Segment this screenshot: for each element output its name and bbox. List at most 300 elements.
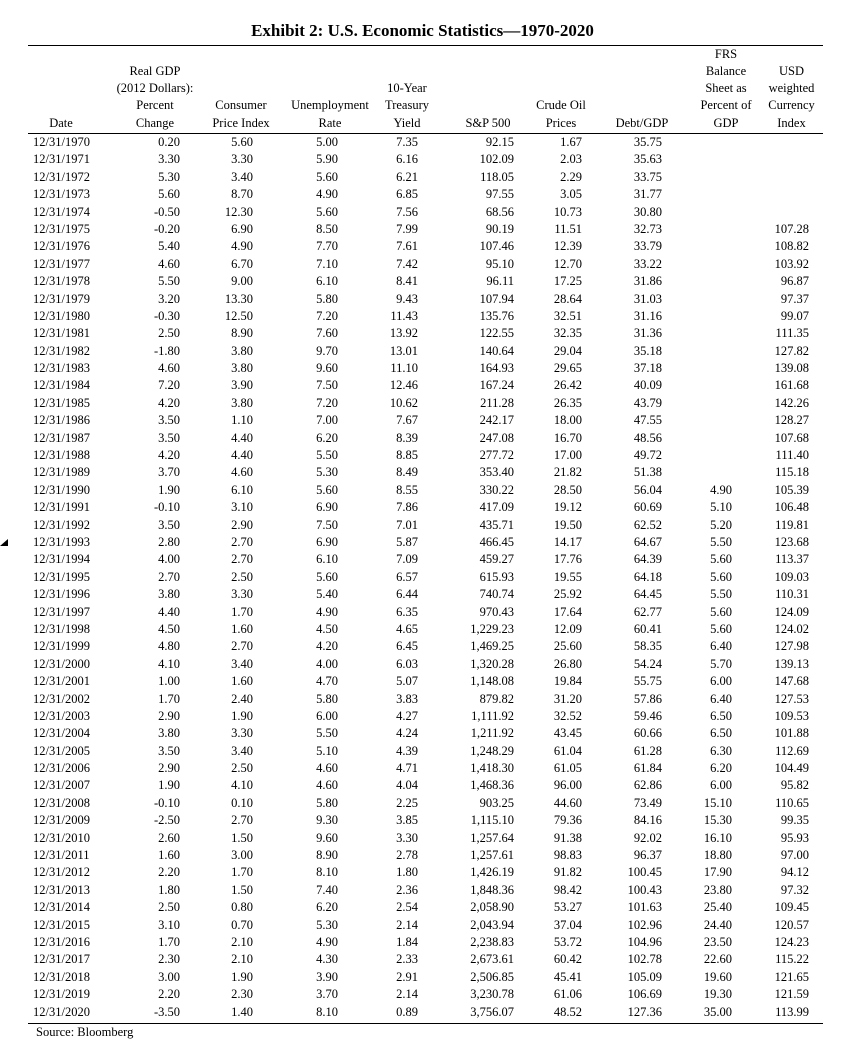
cell-frs: 6.20 (710, 761, 732, 776)
cell-unemp: 6.10 (316, 552, 338, 567)
cell-sp: 970.43 (479, 604, 514, 619)
cell-cpi: 5.60 (231, 135, 253, 149)
cell-yield: 6.16 (396, 152, 418, 167)
cell-date: 12/31/1997 (33, 604, 90, 619)
cell-sp: 435.71 (479, 517, 514, 532)
cell-cpi: 2.50 (231, 569, 253, 584)
cell-frs: 35.00 (703, 1004, 732, 1019)
cell-usd: 99.07 (780, 308, 809, 323)
cell-debt: 64.45 (633, 587, 662, 602)
cell-debt: 61.28 (633, 743, 662, 758)
cell-unemp: 5.50 (316, 448, 338, 463)
cell-frs: 19.30 (703, 987, 732, 1002)
cell-gdp: 2.70 (158, 569, 180, 584)
table-row (0, 673, 845, 690)
cell-oil: 11.51 (554, 221, 582, 236)
cell-debt: 100.45 (627, 865, 662, 880)
cell-usd: 124.09 (774, 604, 809, 619)
cell-yield: 3.30 (396, 830, 418, 845)
cell-debt: 51.38 (633, 465, 662, 480)
cell-date: 12/31/2016 (33, 934, 90, 949)
cell-gdp: 4.20 (158, 448, 180, 463)
cell-cpi: 4.40 (231, 430, 253, 445)
cell-oil: 91.82 (553, 865, 582, 880)
cell-oil: 18.00 (553, 413, 582, 428)
cell-debt: 60.41 (633, 621, 662, 636)
exhibit-title: Exhibit 2: U.S. Economic Statistics—1970-2020 (251, 21, 594, 40)
cell-gdp: 2.90 (158, 761, 180, 776)
cell-cpi: 1.90 (231, 708, 253, 723)
cell-debt: 33.75 (633, 169, 662, 184)
table-row (0, 151, 845, 168)
cell-usd: 115.22 (775, 952, 809, 967)
cell-frs: 5.60 (710, 604, 732, 619)
cell-cpi: 3.80 (231, 343, 253, 358)
cell-date: 12/31/2008 (33, 795, 90, 810)
cell-usd: 115.18 (775, 465, 809, 480)
cell-yield: 2.78 (396, 848, 418, 863)
cell-cpi: 3.00 (231, 848, 253, 863)
cell-frs: 6.00 (710, 674, 732, 689)
cell-cpi: 0.70 (231, 917, 253, 932)
table-row (0, 847, 845, 864)
cell-debt: 33.22 (633, 256, 662, 271)
cell-date: 12/31/1976 (33, 239, 90, 254)
cell-frs: 5.70 (710, 656, 732, 671)
cell-unemp: 5.90 (316, 152, 338, 167)
cell-cpi: 3.30 (231, 587, 253, 602)
cell-cpi: 1.10 (231, 413, 253, 428)
cell-date: 12/31/1982 (33, 343, 90, 358)
cell-cpi: 2.70 (231, 639, 253, 654)
cell-debt: 48.56 (633, 430, 662, 445)
cell-gdp: -0.10 (153, 795, 180, 810)
cell-sp: 879.82 (479, 691, 514, 706)
table-row (0, 464, 845, 481)
cell-cpi: 4.90 (231, 239, 253, 254)
cell-oil: 96.00 (553, 778, 582, 793)
cell-yield: 2.91 (396, 969, 418, 984)
cell-usd: 119.81 (775, 517, 809, 532)
cell-cpi: 3.40 (231, 743, 253, 758)
cell-date: 12/31/1978 (33, 274, 90, 289)
cell-usd: 97.32 (780, 882, 809, 897)
cell-sp: 466.45 (479, 534, 514, 549)
cell-unemp: 9.60 (316, 830, 338, 845)
cell-debt: 64.18 (633, 569, 662, 584)
cell-debt: 96.37 (633, 848, 662, 863)
cell-debt: 64.67 (633, 534, 662, 549)
cell-debt: 127.36 (627, 1004, 662, 1019)
column-header-label: Date (49, 115, 73, 130)
cell-gdp: 7.20 (158, 378, 180, 393)
cell-yield: 4.71 (396, 761, 418, 776)
cell-debt: 33.79 (633, 239, 662, 254)
cell-yield: 8.39 (396, 430, 418, 445)
cell-sp: 740.74 (479, 587, 514, 602)
table-row (0, 708, 845, 725)
cell-unemp: 7.60 (316, 326, 338, 341)
cell-gdp: 5.60 (158, 187, 180, 202)
cell-yield: 6.85 (396, 187, 418, 202)
table-row (0, 360, 845, 377)
table-row (0, 986, 845, 1003)
cell-yield: 7.67 (396, 413, 418, 428)
cell-debt: 30.80 (633, 204, 662, 219)
cell-unemp: 3.70 (316, 987, 338, 1002)
cell-usd: 110.65 (775, 795, 809, 810)
cell-cpi: 12.50 (224, 308, 253, 323)
cell-oil: 26.42 (553, 378, 582, 393)
cell-oil: 12.09 (553, 621, 582, 636)
cell-gdp: 2.50 (158, 326, 180, 341)
cell-gdp: 3.50 (158, 743, 180, 758)
cell-yield: 13.92 (389, 326, 418, 341)
cell-frs: 4.90 (710, 482, 732, 497)
cell-usd: 97.00 (780, 848, 809, 863)
cell-sp: 92.15 (485, 135, 514, 149)
cell-date: 12/31/2018 (33, 969, 90, 984)
cell-unemp: 6.00 (316, 708, 338, 723)
cell-debt: 35.18 (633, 343, 662, 358)
cell-date: 12/31/2009 (33, 813, 90, 828)
cell-usd: 103.92 (774, 256, 809, 271)
cell-sp: 2,043.94 (470, 917, 514, 932)
cell-sp: 96.11 (486, 274, 514, 289)
cell-debt: 37.18 (633, 361, 662, 376)
cell-sp: 95.10 (485, 256, 514, 271)
table-row (0, 743, 845, 760)
cell-usd: 107.28 (774, 221, 809, 236)
cell-yield: 11.10 (390, 361, 418, 376)
cell-unemp: 5.50 (316, 726, 338, 741)
cell-usd: 111.35 (775, 326, 809, 341)
table-row (0, 204, 845, 221)
cell-cpi: 2.30 (231, 987, 253, 1002)
cell-unemp: 5.80 (316, 291, 338, 306)
cell-gdp: -0.30 (153, 308, 180, 323)
cell-debt: 56.04 (633, 482, 662, 497)
cell-sp: 615.93 (479, 569, 514, 584)
cell-date: 12/31/2004 (33, 726, 90, 741)
cell-sp: 1,426.19 (470, 865, 514, 880)
cell-oil: 26.80 (553, 656, 582, 671)
cell-oil: 26.35 (553, 395, 582, 410)
cell-unemp: 5.60 (316, 169, 338, 184)
cell-gdp: 5.40 (158, 239, 180, 254)
cell-date: 12/31/1971 (33, 152, 90, 167)
cell-debt: 101.63 (627, 900, 662, 915)
cell-sp: 122.55 (479, 326, 514, 341)
cell-frs: 5.60 (710, 569, 732, 584)
cell-cpi: 0.80 (231, 900, 253, 915)
cell-sp: 1,248.29 (470, 743, 514, 758)
cell-frs: 6.50 (710, 708, 732, 723)
cell-date: 12/31/1998 (33, 621, 90, 636)
column-header-label: Real GDP (2012 Dollars): Percent Change (116, 63, 194, 130)
column-header-label: Debt/GDP (615, 115, 669, 130)
cell-date: 12/31/1977 (33, 256, 90, 271)
cell-cpi: 6.10 (231, 482, 253, 497)
table-row (0, 656, 845, 673)
cell-cpi: 2.70 (231, 813, 253, 828)
cell-debt: 58.35 (633, 639, 662, 654)
cell-yield: 5.07 (396, 674, 418, 689)
column-header-gdp (110, 46, 200, 132)
cell-unemp: 7.50 (316, 378, 338, 393)
cell-unemp: 4.70 (316, 674, 338, 689)
cell-gdp: 3.70 (158, 465, 180, 480)
cell-sp: 118.05 (480, 169, 514, 184)
cell-gdp: 4.60 (158, 256, 180, 271)
cell-debt: 102.96 (627, 917, 662, 932)
cell-oil: 2.29 (560, 169, 582, 184)
cell-cpi: 8.70 (231, 187, 253, 202)
cell-unemp: 4.90 (316, 187, 338, 202)
cell-cpi: 1.40 (231, 1004, 253, 1019)
table-row (0, 134, 845, 151)
table-row (0, 725, 845, 742)
cell-frs: 6.00 (710, 778, 732, 793)
cell-gdp: -2.50 (153, 813, 180, 828)
cell-debt: 57.86 (633, 691, 662, 706)
cell-debt: 47.55 (633, 413, 662, 428)
cell-date: 12/31/1993 (33, 534, 90, 549)
cell-usd: 107.68 (774, 430, 809, 445)
cell-frs: 5.10 (710, 500, 732, 515)
cell-gdp: 3.50 (158, 430, 180, 445)
cell-sp: 353.40 (479, 465, 514, 480)
cell-date: 12/31/1986 (33, 413, 90, 428)
cell-gdp: 2.20 (158, 865, 180, 880)
cell-debt: 64.39 (633, 552, 662, 567)
cell-sp: 107.46 (479, 239, 514, 254)
cell-yield: 7.35 (396, 135, 418, 149)
cell-yield: 6.44 (396, 587, 418, 602)
cell-cpi: 1.90 (231, 969, 253, 984)
cell-cpi: 2.10 (231, 952, 253, 967)
table-row (0, 864, 845, 881)
cell-unemp: 5.60 (316, 482, 338, 497)
cell-cpi: 9.00 (231, 274, 253, 289)
cell-date: 12/31/1988 (33, 448, 90, 463)
cell-usd: 96.87 (780, 274, 809, 289)
table-row (0, 256, 845, 273)
cell-sp: 2,673.61 (470, 952, 514, 967)
table-row (0, 969, 845, 986)
cell-cpi: 3.80 (231, 361, 253, 376)
cell-gdp: 2.80 (158, 534, 180, 549)
cell-unemp: 6.90 (316, 534, 338, 549)
cell-oil: 19.55 (553, 569, 582, 584)
cell-frs: 25.40 (703, 900, 732, 915)
table-row (0, 777, 845, 794)
cell-gdp: 2.30 (158, 952, 180, 967)
cell-usd: 113.99 (775, 1004, 809, 1019)
cell-sp: 2,506.85 (470, 969, 514, 984)
cell-yield: 7.01 (396, 517, 418, 532)
cell-date: 12/31/2019 (33, 987, 90, 1002)
table-row (0, 412, 845, 429)
cell-usd: 127.82 (774, 343, 809, 358)
column-header-label: Consumer Price Index (212, 98, 270, 130)
cell-oil: 29.65 (553, 361, 582, 376)
cell-debt: 62.77 (633, 604, 662, 619)
cell-sp: 1,257.61 (470, 848, 514, 863)
cell-gdp: 3.30 (158, 152, 180, 167)
cell-frs: 17.90 (703, 865, 732, 880)
column-header-oil (530, 46, 592, 132)
cell-oil: 19.84 (553, 674, 582, 689)
cell-gdp: 3.10 (158, 917, 180, 932)
cell-oil: 3.05 (560, 187, 582, 202)
cell-usd: 104.49 (774, 761, 809, 776)
cell-cpi: 12.30 (224, 204, 253, 219)
cell-cpi: 6.70 (231, 256, 253, 271)
cell-gdp: 2.20 (158, 987, 180, 1002)
table-row (0, 308, 845, 325)
cell-oil: 91.38 (553, 830, 582, 845)
cell-sp: 277.72 (479, 448, 514, 463)
cell-debt: 73.49 (633, 795, 662, 810)
table-row (0, 273, 845, 290)
cell-gdp: 0.20 (158, 135, 180, 149)
bottom-rule (28, 1023, 823, 1024)
cell-frs: 5.60 (710, 552, 732, 567)
cell-unemp: 7.40 (316, 882, 338, 897)
cell-cpi: 1.60 (231, 621, 253, 636)
cell-gdp: 3.50 (158, 413, 180, 428)
cell-cpi: 2.70 (231, 534, 253, 549)
cell-yield: 4.65 (396, 621, 418, 636)
table-row (0, 377, 845, 394)
cell-unemp: 7.00 (316, 413, 338, 428)
cell-oil: 17.00 (553, 448, 582, 463)
cell-unemp: 5.00 (316, 135, 338, 149)
cell-unemp: 5.80 (316, 691, 338, 706)
cell-gdp: 4.40 (158, 604, 180, 619)
cell-frs: 24.40 (703, 917, 732, 932)
cell-sp: 3,230.78 (470, 987, 514, 1002)
cell-usd: 120.57 (774, 917, 809, 932)
cell-sp: 97.55 (485, 187, 514, 202)
cell-sp: 102.09 (479, 152, 514, 167)
cell-yield: 7.56 (396, 204, 418, 219)
table-row (0, 291, 845, 308)
cell-usd: 112.69 (775, 743, 809, 758)
row-marker-arrow (0, 539, 8, 546)
table-row (0, 621, 845, 638)
cell-date: 12/31/1990 (33, 482, 90, 497)
table-row (0, 691, 845, 708)
cell-gdp: 3.80 (158, 587, 180, 602)
cell-oil: 29.04 (553, 343, 582, 358)
cell-frs: 6.40 (710, 691, 732, 706)
cell-gdp: 3.00 (158, 969, 180, 984)
cell-sp: 459.27 (479, 552, 514, 567)
cell-oil: 19.12 (553, 500, 582, 515)
cell-oil: 61.06 (553, 987, 582, 1002)
cell-debt: 59.46 (633, 708, 662, 723)
cell-date: 12/31/1979 (33, 291, 90, 306)
cell-cpi: 13.30 (224, 291, 253, 306)
cell-cpi: 6.90 (231, 221, 253, 236)
cell-yield: 7.42 (396, 256, 418, 271)
cell-oil: 44.60 (553, 795, 582, 810)
cell-oil: 19.50 (553, 517, 582, 532)
cell-unemp: 6.10 (316, 274, 338, 289)
cell-sp: 1,418.30 (470, 761, 514, 776)
table-row (0, 899, 845, 916)
cell-sp: 1,115.10 (470, 813, 514, 828)
cell-yield: 0.89 (396, 1004, 418, 1019)
cell-yield: 6.35 (396, 604, 418, 619)
cell-date: 12/31/1980 (33, 308, 90, 323)
cell-debt: 31.36 (633, 326, 662, 341)
cell-cpi: 1.70 (231, 865, 253, 880)
cell-cpi: 3.10 (231, 500, 253, 515)
table-row (0, 812, 845, 829)
cell-gdp: 4.80 (158, 639, 180, 654)
cell-gdp: 1.90 (158, 482, 180, 497)
cell-sp: 242.17 (479, 413, 514, 428)
cell-usd: 113.37 (775, 552, 809, 567)
cell-oil: 60.42 (553, 952, 582, 967)
cell-cpi: 4.40 (231, 448, 253, 463)
cell-debt: 31.03 (633, 291, 662, 306)
cell-oil: 32.35 (553, 326, 582, 341)
cell-unemp: 4.60 (316, 778, 338, 793)
cell-unemp: 7.70 (316, 239, 338, 254)
cell-cpi: 3.80 (231, 395, 253, 410)
cell-date: 12/31/2020 (33, 1004, 90, 1019)
cell-gdp: -0.50 (153, 204, 180, 219)
cell-frs: 15.30 (703, 813, 732, 828)
source-note: Source: Bloomberg (36, 1025, 134, 1039)
cell-oil: 98.42 (553, 882, 582, 897)
table-body (0, 134, 845, 1021)
table-row (0, 1004, 845, 1021)
cell-date: 12/31/2003 (33, 708, 90, 723)
cell-gdp: -1.80 (153, 343, 180, 358)
cell-debt: 106.69 (627, 987, 662, 1002)
cell-cpi: 3.30 (231, 726, 253, 741)
cell-yield: 11.43 (390, 308, 418, 323)
table-row (0, 934, 845, 951)
cell-oil: 31.20 (553, 691, 582, 706)
cell-sp: 1,320.28 (470, 656, 514, 671)
cell-yield: 6.57 (396, 569, 418, 584)
cell-date: 12/31/2006 (33, 761, 90, 776)
cell-usd: 94.12 (780, 865, 809, 880)
cell-yield: 1.84 (396, 934, 418, 949)
cell-sp: 1,257.64 (470, 830, 514, 845)
cell-sp: 90.19 (485, 221, 514, 236)
cell-oil: 17.64 (553, 604, 582, 619)
cell-usd: 111.40 (775, 448, 809, 463)
cell-gdp: 4.00 (158, 552, 180, 567)
cell-oil: 16.70 (553, 430, 582, 445)
table-row (0, 395, 845, 412)
cell-oil: 17.76 (553, 552, 582, 567)
cell-unemp: 4.30 (316, 952, 338, 967)
cell-date: 12/31/2013 (33, 882, 90, 897)
cell-sp: 330.22 (479, 482, 514, 497)
cell-date: 12/31/1995 (33, 569, 90, 584)
cell-usd: 123.68 (774, 534, 809, 549)
cell-unemp: 4.90 (316, 934, 338, 949)
cell-gdp: 1.70 (158, 934, 180, 949)
